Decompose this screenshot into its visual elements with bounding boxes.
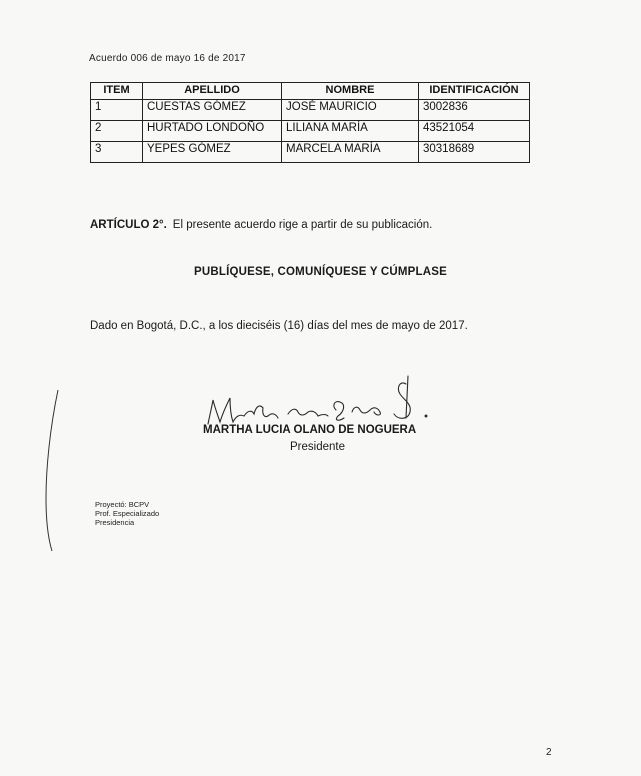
table-row bbox=[91, 121, 530, 142]
prepared-by-office: Presidencia bbox=[95, 518, 135, 527]
article-text: El presente acuerdo rige a partir de su publicación. bbox=[172, 219, 433, 231]
column-header-nombre: NOMBRE bbox=[282, 83, 419, 100]
margin-scan-line bbox=[40, 388, 60, 553]
document-reference: Acuerdo 006 de mayo 16 de 2017 bbox=[89, 53, 246, 64]
roster-table bbox=[90, 82, 530, 163]
table-header-row bbox=[91, 83, 530, 100]
dated-line: Dado en Bogotá, D.C., a los dieciséis (16) días del mes de mayo de 2017. bbox=[90, 320, 468, 332]
prepared-by-title: Prof. Especializado bbox=[95, 509, 160, 518]
prepared-by-line: Proyectó: BCPV bbox=[95, 500, 150, 509]
cell-nombre: MARCELA MARÍA bbox=[282, 142, 419, 163]
handwritten-signature bbox=[200, 370, 450, 430]
cell-identificacion: 43521054 bbox=[419, 121, 530, 142]
cell-apellido: HURTADO LONDOÑO bbox=[143, 121, 282, 142]
article-2 bbox=[90, 219, 432, 231]
column-header-identificacion: IDENTIFICACIÓN bbox=[419, 83, 530, 100]
cell-apellido: YEPES GÓMEZ bbox=[143, 142, 282, 163]
column-header-apellido: APELLIDO bbox=[143, 83, 282, 100]
cell-item: 3 bbox=[91, 142, 143, 163]
column-header-item: ITEM bbox=[91, 83, 143, 100]
page-number: 2 bbox=[546, 747, 552, 758]
prepared-by-note bbox=[95, 500, 159, 527]
cell-identificacion: 3002836 bbox=[419, 100, 530, 121]
closing-formula: PUBLÍQUESE, COMUNÍQUESE Y CÚMPLASE bbox=[193, 266, 448, 278]
table-row bbox=[91, 100, 530, 121]
article-label: ARTÍCULO 2°. bbox=[90, 219, 167, 231]
cell-nombre: LILIANA MARÍA bbox=[282, 121, 419, 142]
signer-role: Presidente bbox=[290, 441, 345, 453]
cell-nombre: JOSÉ MAURICIO bbox=[282, 100, 419, 121]
cell-identificacion: 30318689 bbox=[419, 142, 530, 163]
cell-apellido: CUESTAS GÓMEZ bbox=[143, 100, 282, 121]
cell-item: 2 bbox=[91, 121, 143, 142]
cell-item: 1 bbox=[91, 100, 143, 121]
table-row bbox=[91, 142, 530, 163]
signer-name: MARTHA LUCIA OLANO DE NOGUERA bbox=[203, 424, 417, 436]
